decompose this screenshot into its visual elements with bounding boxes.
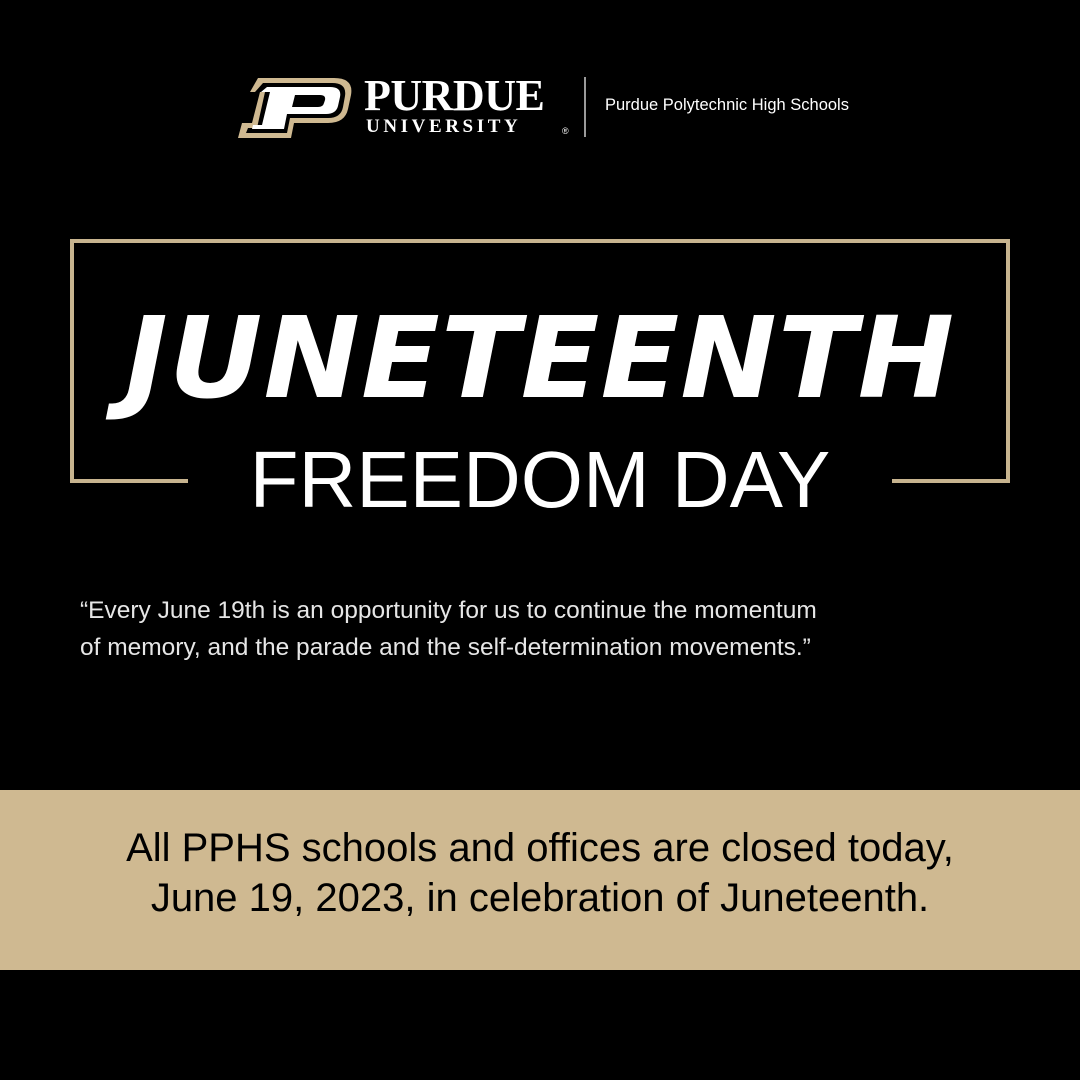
- purdue-p-logo-icon: [238, 78, 354, 138]
- quote-line-1: “Every June 19th is an opportunity for us to continue the momentum: [80, 597, 817, 624]
- frame-top-edge: [70, 239, 1010, 243]
- logo-divider: [584, 77, 586, 137]
- announcement-line-2: June 19, 2023, in celebration of Juneteenth.: [150, 876, 930, 920]
- quote-line-2: of memory, and the parade and the self-determination movements.”: [80, 634, 811, 661]
- quote-block: [80, 592, 1010, 666]
- announcement-text: [0, 823, 1080, 923]
- wordmark-purdue: PURDUE: [364, 71, 545, 120]
- registered-mark: ®: [562, 126, 569, 136]
- headline-subtitle: FREEDOM DAY: [249, 435, 831, 524]
- headline-title: JUNETEENTH: [124, 294, 956, 424]
- announcement-line-1: All PPHS schools and offices are closed today,: [126, 826, 954, 870]
- wordmark-university: UNIVERSITY: [366, 116, 522, 137]
- unit-name: Purdue Polytechnic High Schools: [605, 96, 849, 114]
